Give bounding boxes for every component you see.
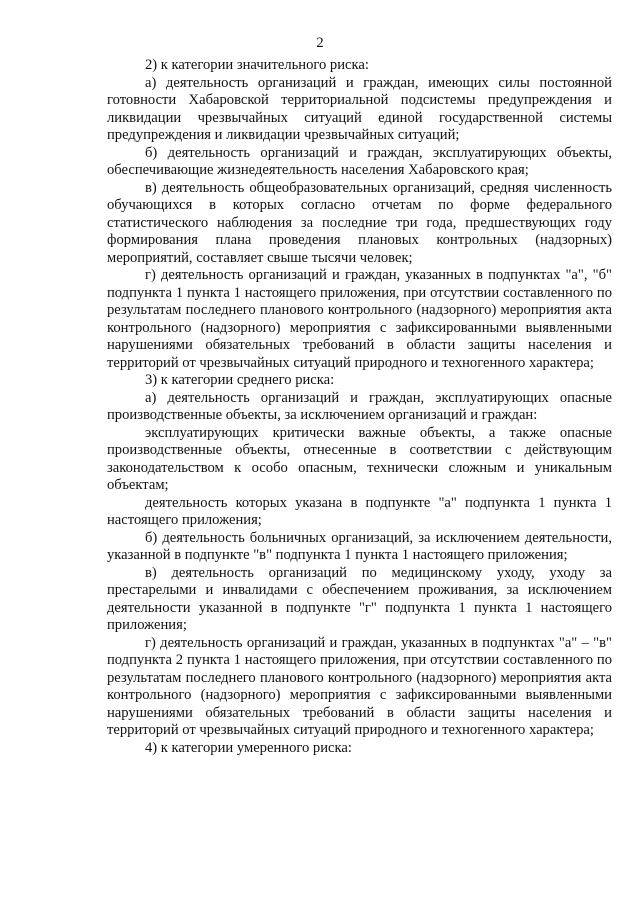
paragraph: г) деятельность организаций и граждан, указанных в подпунктах "а" – "в" подпункта 2 пункта 1 настоящего приложения, при отсутствии составленного по результатам последнего планового контрольного (надзорного) мероприятия акта контрольного (надзорного) мероприятия с зафиксированными выявленными нарушениями обязательных требований в области защиты населения и территорий от чрезвычайных ситуаций природного и техногенного характера; <box>107 634 612 738</box>
paragraph: эксплуатирующих критически важные объекты, а также опасные производственные объекты, отнесенные в соответствии с действующим законодательством к особо опасным, технически сложным и уникальным объектам; <box>107 424 612 493</box>
paragraph: 4) к категории умеренного риска: <box>145 739 352 756</box>
paragraph: б) деятельность больничных организаций, за исключением деятельности, указанной в подпункте "в" подпункта 1 пункта 1 настоящего приложения; <box>107 529 612 563</box>
paragraph: в) деятельность организаций по медицинскому уходу, уходу за престарелыми и инвалидами с обеспечением проживания, за исключением деятельности указанной в подпункте "г" подпункта 1 пункта 1 настоящего приложения; <box>107 564 612 633</box>
paragraph: г) деятельность организаций и граждан, указанных в подпунктах "а", "б" подпункта 1 пункта 1 настоящего приложения, при отсутствии составленного по результатам последнего планового контрольного (надзорного) мероприятия акта контрольного (надзорного) мероприятия с зафиксированными выявленными нарушениями обязательных требований в области защиты населения и территорий от чрезвычайных ситуаций природного и техногенного характера; <box>107 267 612 371</box>
document-body <box>107 57 612 757</box>
paragraph: а) деятельность организаций и граждан, имеющих силы постоянной готовности Хабаровской территориальной подсистемы предупреждения и ликвидации чрезвычайных ситуаций единой государственной системы предупреждения и ликвидации чрезвычайных ситуаций; <box>107 74 612 143</box>
paragraph: 3) к категории среднего риска: <box>145 372 335 388</box>
paragraph: 2) к категории значительного риска: <box>145 57 369 73</box>
page-number: 2 <box>316 35 324 51</box>
paragraph: а) деятельность организаций и граждан, эксплуатирующих опасные производственные объекты, за исключением организаций и граждан: <box>107 389 612 423</box>
paragraph: б) деятельность организаций и граждан, эксплуатирующих объекты, обеспечивающие жизнедеятельность населения Хабаровского края; <box>107 144 612 178</box>
paragraph: деятельность которых указана в подпункте "а" подпункта 1 пункта 1 настоящего приложения; <box>107 494 612 528</box>
paragraph: в) деятельность общеобразовательных организаций, средняя численность обучающихся в которых согласно отчетам по форме федерального статистического наблюдения за последние три года, предшествующих году формирования плана проведения плановых контрольных (надзорных) мероприятий, составляет свыше тысячи человек; <box>107 179 612 266</box>
